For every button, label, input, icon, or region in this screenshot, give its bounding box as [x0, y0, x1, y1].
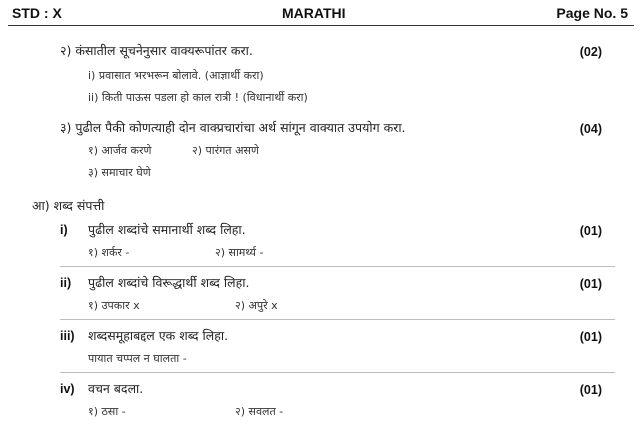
divider-2	[60, 319, 615, 320]
q3-item-1: १) आर्जव करणे	[88, 144, 152, 157]
divider-1	[60, 266, 615, 267]
sub-iii-item-1: पायात चप्पल न घालता -	[88, 352, 187, 365]
sub-iv-number: iv)	[60, 382, 75, 396]
sub-ii-item-1: १) उपकार x	[88, 299, 140, 312]
q2-marks: (02)	[579, 45, 602, 59]
subject-title: MARATHI	[282, 5, 346, 21]
q2-item-1: i) प्रवासात भरभरून बोलावे. (आज्ञार्थी करा)	[88, 69, 264, 82]
sub-i-marks: (01)	[579, 224, 602, 238]
sub-iii-heading: शब्दसमूहाबद्दल एक शब्द लिहा.	[88, 328, 229, 343]
sub-iv-marks: (01)	[579, 383, 602, 397]
header-rule	[8, 25, 634, 26]
q3-item-2: २) पारंगत असणे	[192, 144, 259, 157]
q3-heading: ३) पुढील पैकी कोणत्याही दोन वाक्प्रचारांचा अर्थ सांगून वाक्यात उपयोग करा.	[60, 120, 406, 135]
q2-item-2: ii) किती पाऊस पडला हो काल रात्री ! (विधानार्थी करा)	[88, 91, 308, 104]
sub-i-item-2: २) सामर्थ्य -	[215, 246, 264, 259]
sub-ii-heading: पुढील शब्दांचे विरूद्धार्थी शब्द लिहा.	[88, 275, 250, 290]
sub-iv-item-2: २) सवलत -	[235, 405, 284, 418]
sub-iv-item-1: १) ठसा -	[88, 405, 126, 418]
q2-heading: २) कंसातील सूचनेनुसार वाक्यरूपांतर करा.	[60, 43, 253, 58]
sub-i-number: i)	[60, 223, 68, 237]
page-number: Page No. 5	[556, 5, 628, 21]
q3-marks: (04)	[579, 122, 602, 136]
sub-iv-heading: वचन बदला.	[88, 381, 144, 396]
q3-item-3: ३) समाचार घेणे	[88, 166, 151, 179]
section-title: आ) शब्द संपत्ती	[32, 198, 105, 213]
sub-ii-marks: (01)	[579, 277, 602, 291]
sub-iii-number: iii)	[60, 329, 75, 343]
sub-iii-marks: (01)	[579, 330, 602, 344]
sub-ii-item-2: २) अपुरे x	[235, 299, 278, 312]
sub-i-item-1: १) शर्कर -	[88, 246, 130, 259]
sub-i-heading: पुढील शब्दांचे समानार्थी शब्द लिहा.	[88, 222, 246, 237]
divider-3	[60, 372, 615, 373]
std-label: STD : X	[12, 5, 62, 21]
sub-ii-number: ii)	[60, 276, 72, 290]
